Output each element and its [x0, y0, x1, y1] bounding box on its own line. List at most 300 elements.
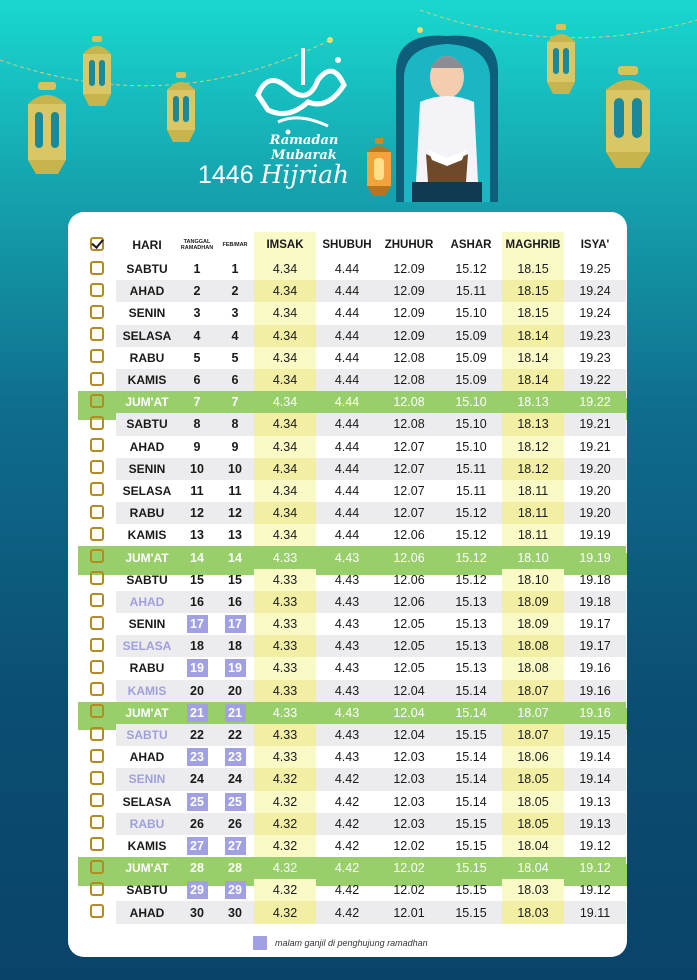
cell-maghrib: 18.12	[502, 436, 564, 458]
row-checkbox[interactable]	[78, 502, 116, 524]
lantern-icon	[544, 24, 578, 98]
ramadan-calligraphy-logo	[248, 40, 358, 140]
cell-shubuh: 4.43	[316, 724, 378, 746]
cell-imsak: 4.33	[254, 635, 316, 657]
table-row	[78, 302, 626, 324]
table-row	[78, 413, 626, 435]
cell-febmar: 16	[216, 591, 254, 613]
cell-ashar: 15.12	[455, 528, 487, 543]
row-checkbox[interactable]	[78, 879, 116, 901]
checkbox-icon[interactable]	[90, 660, 104, 674]
cell-hari: KAMIS	[116, 680, 178, 702]
cell-ramadhan	[178, 613, 216, 635]
table-row	[78, 325, 626, 347]
cell-zhuhur: 12.04	[378, 724, 440, 746]
cell-isya: 19.18	[564, 591, 626, 613]
hijri-year: 1446	[198, 161, 254, 189]
cell-febmar: 4	[216, 325, 254, 347]
hijri-label: Hijriah	[260, 160, 350, 189]
table-row	[78, 680, 626, 702]
cell-maghrib: 18.09	[502, 613, 564, 635]
cell-ashar: 15.12	[455, 262, 487, 277]
cell-ramadhan: 6	[178, 369, 216, 391]
odd-night-badge: 21	[225, 704, 246, 722]
odd-night-badge: 25	[187, 793, 208, 811]
cell-maghrib: 18.10	[502, 546, 564, 568]
cell-shubuh: 4.43	[334, 750, 360, 765]
cell-hari: SABTU	[126, 572, 168, 587]
cell-hari: SABTU	[126, 262, 168, 277]
table-row	[78, 857, 626, 879]
table-row	[78, 524, 626, 546]
cell-shubuh: 4.43	[316, 591, 378, 613]
cell-maghrib: 18.15	[502, 258, 564, 280]
cell-febmar: 20	[216, 680, 254, 702]
checkbox-icon[interactable]	[90, 771, 104, 785]
cell-maghrib: 18.15	[502, 302, 564, 324]
cell-zhuhur: 12.04	[378, 702, 440, 724]
cell-ramadhan: 2	[178, 280, 216, 302]
cell-maghrib: 18.08	[502, 657, 564, 679]
cell-isya: 19.16	[564, 680, 626, 702]
row-checkbox[interactable]	[78, 680, 116, 702]
cell-febmar: 9	[231, 439, 239, 454]
cell-ramadhan: 22	[178, 724, 216, 746]
header-shubuh: SHUBUH	[322, 239, 372, 251]
cell-ashar: 15.14	[455, 750, 487, 765]
table-row	[78, 347, 626, 369]
row-checkbox[interactable]	[78, 901, 116, 923]
cell-febmar: 18	[216, 635, 254, 657]
cell-imsak: 4.32	[254, 813, 316, 835]
checkbox-icon[interactable]	[90, 882, 104, 896]
checkbox-icon[interactable]	[90, 860, 104, 874]
cell-hari: RABU	[116, 502, 178, 524]
row-checkbox[interactable]	[78, 325, 116, 347]
lantern-icon	[80, 36, 114, 110]
cell-maghrib: 18.09	[502, 591, 564, 613]
cell-febmar: 8	[216, 413, 254, 435]
cell-hari: SABTU	[126, 883, 168, 898]
checkbox-icon[interactable]	[90, 394, 104, 408]
legend-text: malam ganjil di penghujung ramadhan	[275, 938, 428, 948]
checkbox-icon[interactable]	[90, 638, 104, 652]
cell-febmar: 3	[231, 306, 239, 321]
header-ashar: ASHAR	[450, 239, 492, 251]
cell-ashar: 15.14	[440, 768, 502, 790]
cell-zhuhur: 12.08	[378, 369, 440, 391]
checkbox-icon[interactable]	[90, 616, 104, 630]
cell-maghrib: 18.10	[502, 569, 564, 591]
row-checkbox[interactable]	[78, 524, 116, 546]
cell-ashar: 15.15	[455, 883, 487, 898]
cell-ramadhan	[178, 835, 216, 857]
cell-imsak: 4.32	[254, 791, 316, 813]
checkbox-icon[interactable]	[90, 749, 104, 763]
cell-ramadhan: 8	[178, 413, 216, 435]
cell-imsak: 4.34	[254, 480, 316, 502]
cell-febmar: 11	[228, 483, 242, 498]
cell-imsak: 4.34	[254, 369, 316, 391]
cell-ramadhan: 5	[193, 350, 201, 365]
cell-shubuh: 4.43	[316, 702, 378, 724]
imsakiyah-table	[78, 232, 626, 924]
cell-hari: AHAD	[116, 591, 178, 613]
cell-febmar: 26	[216, 813, 254, 835]
cell-isya: 19.21	[579, 439, 611, 454]
cell-shubuh: 4.42	[334, 794, 360, 809]
cell-isya: 19.19	[564, 546, 626, 568]
cell-isya: 19.20	[564, 458, 626, 480]
checkbox-icon[interactable]	[90, 793, 104, 807]
checkbox-icon[interactable]	[90, 349, 104, 363]
cell-ramadhan: 1	[193, 262, 201, 277]
odd-night-badge: 25	[225, 793, 246, 811]
cell-ashar: 15.14	[455, 794, 487, 809]
table-header-row	[78, 232, 626, 258]
cell-isya: 19.18	[579, 572, 611, 587]
lantern-icon	[24, 82, 70, 182]
cell-febmar: 22	[216, 724, 254, 746]
table-row	[78, 502, 626, 524]
cell-shubuh: 4.44	[334, 528, 360, 543]
cell-shubuh: 4.44	[316, 413, 378, 435]
cell-maghrib: 18.11	[502, 502, 564, 524]
cell-maghrib: 18.07	[502, 680, 564, 702]
cell-isya: 19.14	[564, 768, 626, 790]
cell-zhuhur: 12.07	[378, 502, 440, 524]
cell-shubuh: 4.43	[334, 661, 360, 676]
cell-isya: 19.22	[564, 369, 626, 391]
cell-ashar: 15.13	[455, 617, 487, 632]
table-row	[78, 791, 626, 813]
cell-isya: 19.13	[579, 794, 611, 809]
cell-hari: SELASA	[116, 325, 178, 347]
cell-shubuh: 4.44	[334, 350, 360, 365]
cell-ashar: 15.10	[455, 306, 487, 321]
cell-isya: 19.13	[564, 813, 626, 835]
cell-zhuhur: 12.02	[393, 883, 425, 898]
cell-isya: 19.20	[564, 502, 626, 524]
orange-lantern-icon	[364, 138, 394, 200]
row-checkbox[interactable]	[78, 436, 116, 458]
row-checkbox[interactable]	[78, 458, 116, 480]
cell-shubuh: 4.42	[316, 768, 378, 790]
cell-ramadhan: 20	[178, 680, 216, 702]
cell-ashar: 15.12	[455, 572, 487, 587]
cell-febmar: 1	[231, 262, 239, 277]
cell-maghrib: 18.04	[502, 857, 564, 879]
cell-maghrib: 18.08	[502, 635, 564, 657]
odd-night-badge: 29	[187, 881, 208, 899]
cell-hari: RABU	[116, 813, 178, 835]
cell-ramadhan	[178, 791, 216, 813]
cell-zhuhur: 12.04	[378, 680, 440, 702]
cell-maghrib: 18.13	[502, 413, 564, 435]
cell-hari: AHAD	[129, 750, 165, 765]
cell-febmar: 14	[216, 546, 254, 568]
header-zhuhur: ZHUHUR	[384, 239, 434, 251]
cell-zhuhur: 12.03	[393, 794, 425, 809]
table-row	[78, 258, 626, 280]
checkbox-icon[interactable]	[90, 837, 104, 851]
lantern-icon	[602, 66, 654, 176]
cell-shubuh: 4.44	[316, 502, 378, 524]
cell-zhuhur: 12.06	[378, 546, 440, 568]
cell-ramadhan	[178, 702, 216, 724]
cell-hari: SELASA	[122, 794, 172, 809]
cell-imsak: 4.32	[254, 857, 316, 879]
cell-isya: 19.15	[564, 724, 626, 746]
cell-isya: 19.24	[564, 280, 626, 302]
cell-ashar: 15.10	[455, 439, 487, 454]
cell-maghrib: 18.05	[502, 813, 564, 835]
checkbox-icon[interactable]	[90, 305, 104, 319]
cell-imsak: 4.34	[254, 258, 316, 280]
row-checkbox[interactable]	[78, 835, 116, 857]
row-checkbox[interactable]	[78, 635, 116, 657]
checkbox-icon[interactable]	[90, 327, 104, 341]
odd-night-badge: 19	[225, 659, 246, 677]
cell-hari: JUM'AT	[116, 546, 178, 568]
cell-ramadhan: 4	[178, 325, 216, 347]
table-row	[78, 746, 626, 768]
row-checkbox[interactable]	[78, 857, 116, 879]
checkbox-icon[interactable]	[90, 682, 104, 696]
table-row	[78, 458, 626, 480]
cell-ashar: 15.11	[440, 280, 502, 302]
cell-febmar	[216, 702, 254, 724]
cell-isya: 19.19	[579, 528, 611, 543]
cell-isya: 19.23	[579, 350, 611, 365]
odd-night-badge: 29	[225, 881, 246, 899]
odd-night-badge: 19	[187, 659, 208, 677]
cell-hari: SENIN	[128, 617, 166, 632]
cell-maghrib: 18.15	[502, 280, 564, 302]
reading-boy-illustration	[392, 32, 502, 202]
cell-hari: AHAD	[116, 901, 178, 923]
cell-maghrib: 18.07	[502, 702, 564, 724]
cell-imsak: 4.34	[254, 502, 316, 524]
cell-ramadhan: 3	[193, 306, 201, 321]
table-row	[78, 480, 626, 502]
checkbox-icon[interactable]	[90, 283, 104, 297]
cell-shubuh: 4.43	[334, 617, 360, 632]
header-ramadhan: TANGGAL RAMADHAN	[180, 239, 214, 251]
row-checkbox[interactable]	[78, 391, 116, 413]
cell-hari: RABU	[129, 350, 165, 365]
cell-imsak: 4.32	[254, 879, 316, 901]
cell-febmar	[216, 746, 254, 768]
table-row	[78, 768, 626, 790]
cell-imsak: 4.33	[254, 680, 316, 702]
cell-imsak: 4.33	[254, 613, 316, 635]
cell-hari: KAMIS	[116, 369, 178, 391]
checkbox-icon[interactable]	[90, 460, 104, 474]
cell-ashar: 15.12	[440, 502, 502, 524]
cell-imsak: 4.33	[254, 702, 316, 724]
cell-ashar: 15.15	[440, 857, 502, 879]
table-row	[78, 657, 626, 679]
cell-hari: SABTU	[116, 413, 178, 435]
cell-zhuhur: 12.05	[378, 635, 440, 657]
cell-ashar: 15.13	[440, 591, 502, 613]
lantern-icon	[164, 72, 198, 146]
row-checkbox[interactable]	[78, 347, 116, 369]
odd-night-badge: 21	[187, 704, 208, 722]
cell-shubuh: 4.44	[334, 439, 360, 454]
row-checkbox[interactable]	[78, 413, 116, 435]
row-checkbox[interactable]	[78, 791, 116, 813]
cell-maghrib: 18.14	[502, 347, 564, 369]
cell-imsak: 4.34	[254, 347, 316, 369]
cell-ramadhan: 9	[193, 439, 201, 454]
table-row	[78, 901, 626, 923]
row-checkbox[interactable]	[78, 702, 116, 724]
cell-febmar	[216, 657, 254, 679]
table-row	[78, 813, 626, 835]
row-checkbox[interactable]	[78, 302, 116, 324]
cell-isya: 19.23	[564, 325, 626, 347]
cell-shubuh: 4.42	[316, 857, 378, 879]
cell-zhuhur: 12.08	[393, 350, 425, 365]
cell-hari: SELASA	[116, 635, 178, 657]
row-checkbox[interactable]	[78, 746, 116, 768]
cell-hari: SABTU	[116, 724, 178, 746]
odd-night-badge: 17	[225, 615, 246, 633]
row-checkbox[interactable]	[78, 768, 116, 790]
cell-ramadhan: 14	[178, 546, 216, 568]
cell-hari: JUM'AT	[116, 857, 178, 879]
row-checkbox[interactable]	[78, 258, 116, 280]
cell-imsak: 4.33	[254, 724, 316, 746]
cell-shubuh: 4.44	[334, 483, 360, 498]
cell-ashar: 15.10	[440, 413, 502, 435]
cell-isya: 19.21	[564, 413, 626, 435]
cell-febmar: 28	[216, 857, 254, 879]
row-checkbox[interactable]	[78, 724, 116, 746]
cell-zhuhur: 12.07	[393, 439, 425, 454]
checkbox-icon[interactable]	[90, 438, 104, 452]
cell-hari: JUM'AT	[116, 702, 178, 724]
cell-maghrib: 18.11	[502, 524, 564, 546]
cell-zhuhur: 12.06	[378, 591, 440, 613]
cell-febmar: 5	[231, 350, 239, 365]
table-row	[78, 635, 626, 657]
cell-hari: JUM'AT	[116, 391, 178, 413]
cell-shubuh: 4.43	[316, 546, 378, 568]
table-row	[78, 369, 626, 391]
cell-ramadhan: 24	[178, 768, 216, 790]
row-checkbox[interactable]	[78, 591, 116, 613]
cell-ashar: 15.11	[440, 458, 502, 480]
cell-zhuhur: 12.03	[378, 813, 440, 835]
checkbox-icon[interactable]	[90, 593, 104, 607]
checkbox-icon[interactable]	[90, 261, 104, 275]
odd-night-badge: 27	[225, 837, 246, 855]
cell-febmar: 2	[216, 280, 254, 302]
checkbox-icon[interactable]	[90, 505, 104, 519]
row-checkbox[interactable]	[78, 546, 116, 568]
cell-maghrib: 18.07	[502, 724, 564, 746]
cell-zhuhur: 12.09	[393, 262, 425, 277]
cell-isya: 19.16	[579, 661, 611, 676]
cell-imsak: 4.34	[254, 302, 316, 324]
cell-maghrib: 18.14	[502, 325, 564, 347]
cell-imsak: 4.33	[254, 746, 316, 768]
header-maghrib: MAGHRIB	[502, 232, 564, 258]
cell-maghrib: 18.05	[502, 791, 564, 813]
odd-night-badge: 17	[187, 615, 208, 633]
odd-night-badge: 27	[187, 837, 208, 855]
cell-ashar: 15.15	[440, 813, 502, 835]
checkbox-icon[interactable]	[90, 549, 104, 563]
cell-febmar	[216, 791, 254, 813]
header-isya: ISYA'	[580, 239, 610, 251]
row-checkbox[interactable]	[78, 280, 116, 302]
cell-isya: 19.17	[579, 617, 611, 632]
table-row	[78, 546, 626, 568]
header-febmar: FEB/MAR	[222, 242, 248, 248]
table-row	[78, 436, 626, 458]
cell-ashar: 15.14	[440, 702, 502, 724]
checkbox-icon[interactable]	[90, 527, 104, 541]
cell-zhuhur: 12.06	[393, 572, 425, 587]
cell-zhuhur: 12.08	[378, 391, 440, 413]
cell-imsak: 4.34	[254, 325, 316, 347]
row-checkbox[interactable]	[78, 569, 116, 591]
cell-shubuh: 4.44	[316, 325, 378, 347]
cell-shubuh: 4.44	[316, 458, 378, 480]
row-checkbox[interactable]	[78, 813, 116, 835]
cell-zhuhur: 12.06	[393, 528, 425, 543]
table-row	[78, 835, 626, 857]
cell-ramadhan	[178, 657, 216, 679]
row-checkbox[interactable]	[78, 657, 116, 679]
row-checkbox[interactable]	[78, 480, 116, 502]
cell-shubuh: 4.44	[316, 369, 378, 391]
checkbox-icon[interactable]	[90, 904, 104, 918]
legend-swatch	[253, 936, 267, 950]
cell-imsak: 4.32	[254, 901, 316, 923]
checkbox-icon[interactable]	[90, 815, 104, 829]
cell-febmar	[216, 879, 254, 901]
cell-ashar: 15.12	[440, 546, 502, 568]
checkbox-icon[interactable]	[90, 416, 104, 430]
cell-ashar: 15.09	[455, 350, 487, 365]
row-checkbox[interactable]	[78, 369, 116, 391]
cell-hari: SELASA	[122, 483, 172, 498]
header-imsak: IMSAK	[254, 232, 316, 258]
checkbox-icon[interactable]	[90, 482, 104, 496]
row-checkbox[interactable]	[78, 613, 116, 635]
header-checkbox[interactable]	[78, 232, 116, 258]
cell-isya: 19.12	[564, 857, 626, 879]
checkbox-icon[interactable]	[90, 571, 104, 585]
cell-zhuhur: 12.09	[378, 325, 440, 347]
checkbox-icon[interactable]	[90, 704, 104, 718]
checkbox-icon[interactable]	[90, 727, 104, 741]
cell-imsak: 4.34	[254, 413, 316, 435]
cell-zhuhur: 12.03	[378, 768, 440, 790]
checkbox-icon[interactable]	[90, 372, 104, 386]
cell-ashar: 15.15	[440, 724, 502, 746]
cell-ramadhan: 30	[178, 901, 216, 923]
cell-febmar: 7	[216, 391, 254, 413]
cell-shubuh: 4.44	[316, 280, 378, 302]
cell-zhuhur: 12.05	[393, 617, 425, 632]
cell-zhuhur: 12.05	[393, 661, 425, 676]
